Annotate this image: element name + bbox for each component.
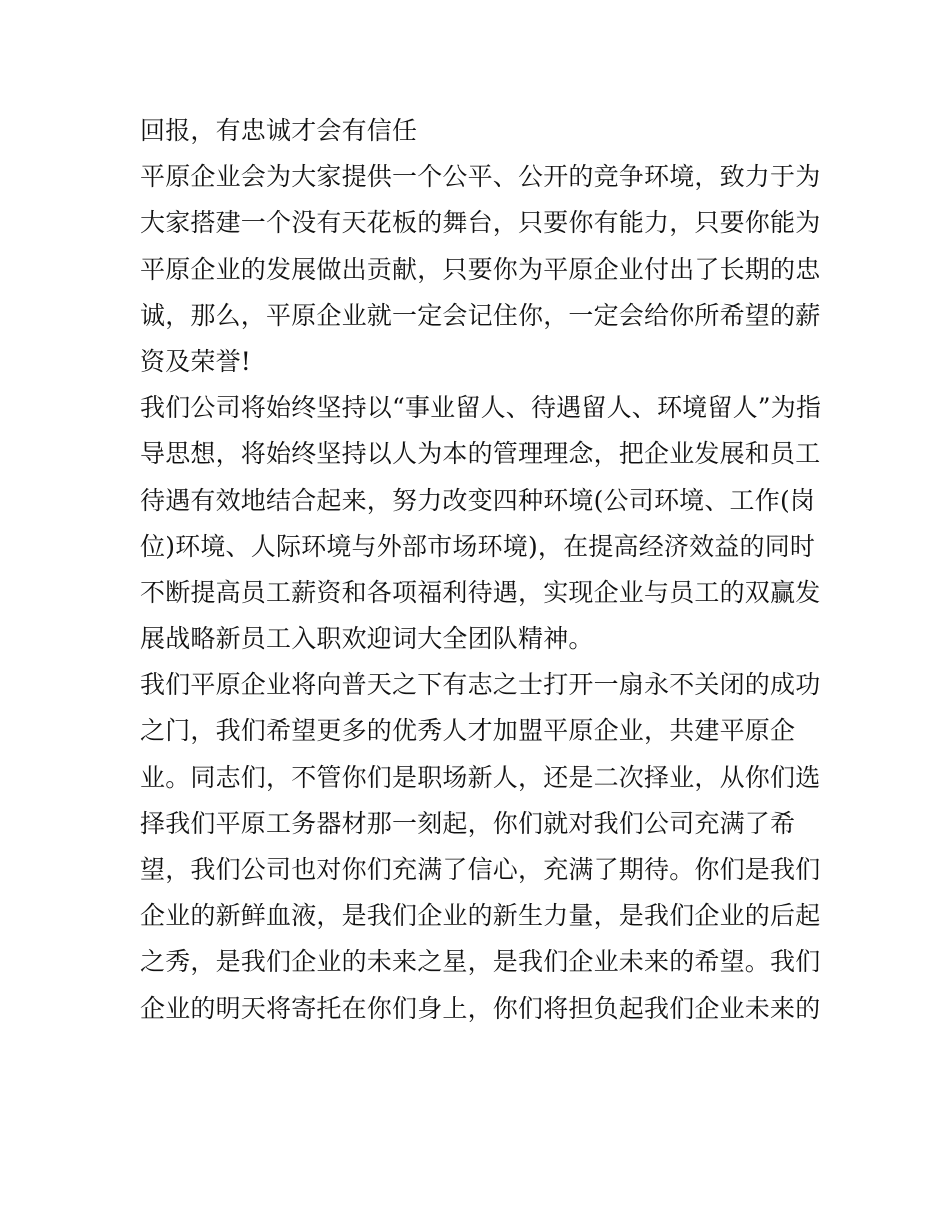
text-line: 待遇有效地结合起来，努力改变四种环境(公司环境、工作(岗	[140, 485, 816, 515]
text-line: 我们平原企业将向普天之下有志之士打开一扇永不关闭的成功	[140, 670, 821, 700]
text-line: 资及荣誉!	[140, 346, 252, 376]
document-body	[140, 108, 820, 1032]
text-line: 企业的新鲜血液，是我们企业的新生力量，是我们企业的后起	[140, 901, 821, 931]
text-line: 不断提高员工薪资和各项福利待遇，实现企业与员工的双赢发	[140, 577, 821, 607]
text-line: 望，我们公司也对你们充满了信心，充满了期待。你们是我们	[140, 855, 821, 884]
text-line: 回报，有忠诚才会有信任	[140, 116, 418, 145]
text-line: 位)环境、人际环境与外部市场环境)，在提高经济效益的同时	[140, 531, 816, 561]
text-line: 诚，那么，平原企业就一定会记住你，一定会给你所希望的薪	[140, 300, 821, 330]
text-line: 之秀，是我们企业的未来之星，是我们企业未来的希望。我们	[140, 947, 821, 977]
text-line: 平原企业的发展做出贡献，只要你为平原企业付出了长期的忠	[140, 254, 821, 284]
text-line: 择我们平原工务器材那一刻起，你们就对我们公司充满了希	[140, 808, 796, 838]
text-line: 企业的明天将寄托在你们身上，你们将担负起我们企业未来的	[140, 993, 821, 1023]
text-line: 导思想，将始终坚持以人为本的管理理念，把企业发展和员工	[140, 439, 821, 469]
text-line: 展战略新员工入职欢迎词大全团队精神。	[140, 624, 594, 654]
text-line: 之门，我们希望更多的优秀人才加盟平原企业，共建平原企	[140, 716, 796, 746]
text-line: 我们公司将始终坚持以“事业留人、待遇留人、环境留人”为指	[140, 393, 822, 423]
text-line: 业。同志们，不管你们是职场新人，还是二次择业，从你们选	[140, 762, 821, 792]
text-line: 平原企业会为大家提供一个公平、公开的竞争环境，致力于为	[140, 162, 821, 192]
text-line: 大家搭建一个没有天花板的舞台，只要你有能力，只要你能为	[140, 208, 821, 238]
